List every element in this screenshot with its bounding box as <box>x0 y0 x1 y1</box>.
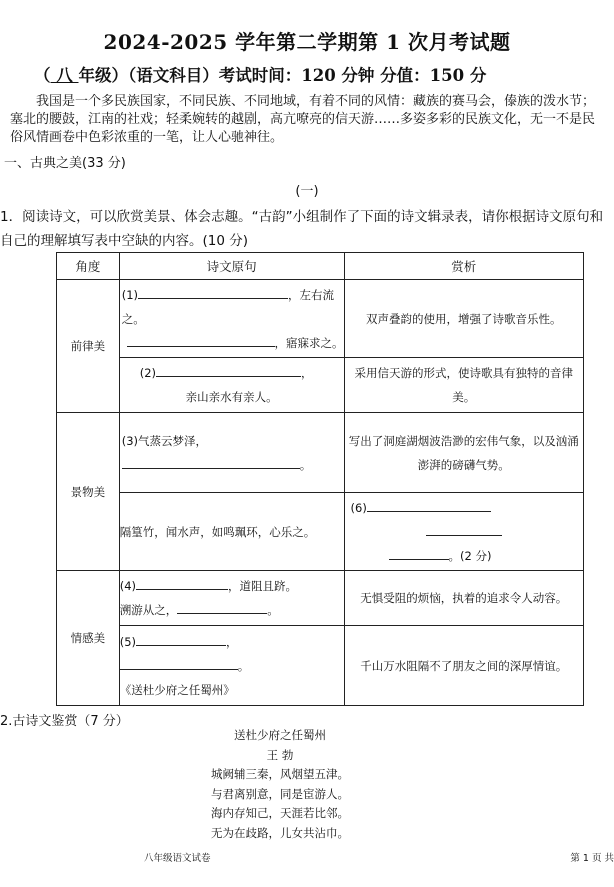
answer-blank-5b[interactable] <box>120 656 238 670</box>
answer-blank-4b[interactable] <box>177 600 267 614</box>
table-row <box>57 280 584 358</box>
answer-blank-1b[interactable] <box>127 333 275 347</box>
analysis-cell-4: (6) 。(2 分) <box>344 493 583 571</box>
poem-block <box>180 726 380 843</box>
exam-info-rest: 年级）（语文科目）考试时间：120 分钟 分值：150 分 <box>78 66 487 85</box>
analysis-cell-1: 双声叠韵的使用，增强了诗歌音乐性。 <box>344 280 583 358</box>
poem-author: 王 勃 <box>266 747 294 762</box>
table-row <box>57 493 584 571</box>
exam-info-prefix: （ <box>34 66 51 85</box>
poem-line: 城阙辅三秦，风烟望五津。 <box>211 767 349 781</box>
source-cell-5: (4) ，道阻且跻。 溯游从之， 。 <box>119 571 344 626</box>
table-header-analysis: 赏析 <box>344 253 583 280</box>
question-1: 1．阅读诗文，可以欣赏美景、体会志趣。“古韵”小组制作了下面的诗文辑录表，请你根据诗文原句和自己的理解填写表中空缺的内容。(10 分) <box>0 209 604 249</box>
analysis-cell-3: 写出了洞庭湖烟波浩渺的宏伟气象，以及汹涌澎湃的磅礴气势。 <box>344 413 583 493</box>
source-cell-6: (5) ， 。 《送杜少府之任蜀州》 <box>119 626 344 706</box>
table-header-angle: 角度 <box>57 253 120 280</box>
footer-page-number: 第 1 页 共 <box>570 853 614 864</box>
answer-blank-2[interactable] <box>156 363 301 377</box>
source-cell-4: 隔篁竹，闻水声，如鸣珮环，心乐之。 <box>119 493 344 571</box>
poem-line: 无为在歧路，儿女共沾巾。 <box>211 825 349 840</box>
answer-blank-4a[interactable] <box>136 576 228 590</box>
source-cell-1: (1) ，左右流之。 ，寤寐求之。 <box>119 280 344 358</box>
question-2: 2.古诗文鉴赏（7 分） <box>0 714 129 729</box>
page-title: 2024-2025 学年第二学期第 1 次月考试题 <box>103 30 511 54</box>
source-cell-2: (2) ， 亲山亲水有亲人。 <box>119 358 344 413</box>
table-row <box>57 571 584 626</box>
poem-line: 与君离别意，同是宦游人。 <box>211 786 349 801</box>
poem-line: 海内存知己，天涯若比邻。 <box>211 806 349 820</box>
analysis-cell-2: 采用信天游的形式，使诗歌具有独特的音律美。 <box>344 358 583 413</box>
answer-blank-3[interactable] <box>122 455 300 469</box>
part-heading: (一) <box>295 184 319 199</box>
exam-info <box>34 62 486 86</box>
angle-cell-rhythm: 前律美 <box>57 280 120 413</box>
grade-value: 八 <box>50 66 79 85</box>
angle-cell-emotion: 情感美 <box>57 571 120 706</box>
section-heading-classical: 一、古典之美(33 分) <box>4 156 126 171</box>
table-row <box>57 413 584 493</box>
table-header-row <box>57 253 584 280</box>
answer-blank-5a[interactable] <box>136 632 226 646</box>
poetry-table <box>56 252 584 706</box>
analysis-cell-5: 无惧受阻的烦恼，执着的追求令人动容。 <box>344 571 583 626</box>
answer-blank-1a[interactable] <box>138 285 288 299</box>
table-row <box>57 358 584 413</box>
table-header-source: 诗文原句 <box>119 253 344 280</box>
source-cell-3: (3)气蒸云梦泽， 。 <box>119 413 344 493</box>
poem-source: 《送杜少府之任蜀州》 <box>119 682 235 697</box>
answer-blank-6a[interactable] <box>367 498 491 512</box>
poem-title: 送杜少府之任蜀州 <box>234 728 326 742</box>
table-row <box>57 626 584 706</box>
answer-blank-6c[interactable] <box>389 546 449 560</box>
analysis-cell-6: 千山万水阻隔不了朋友之间的深厚情谊。 <box>344 626 583 706</box>
angle-cell-scenery: 景物美 <box>57 413 120 571</box>
answer-blank-6b[interactable] <box>426 522 502 536</box>
intro-paragraph: 我国是一个多民族国家，不同民族、不同地域，有着不同的风情：藏族的赛马会，傣族的泼水节；塞北的腰鼓，江南的社戏；轻柔婉转的越剧，高亢嘹亮的信天游……多姿多彩的民族文化，无一不是民俗风情画卷中色彩浓重的一笔，让人心驰神往。 <box>10 94 596 145</box>
footer-left: 八年级语文试卷 <box>144 853 211 864</box>
